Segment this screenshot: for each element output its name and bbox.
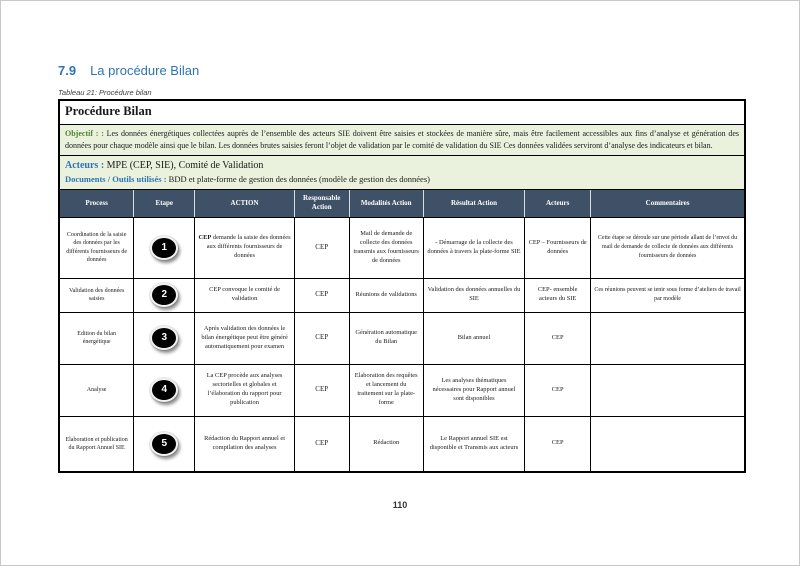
action-cell [195,416,294,472]
objectif-label: Objectif : : [65,128,104,138]
column-header-resultat: Résultat Action [423,189,525,217]
column-header-etape: Etape [134,189,195,217]
modalites-cell: Génération automatique du Bilan [349,312,423,364]
step-badge: 1 [150,236,178,260]
action-cell [195,217,294,278]
column-header-action: ACTION [195,189,294,217]
table-title-row [59,100,745,124]
column-header-row [59,189,745,217]
section-title: La procédure Bilan [90,63,200,78]
process-cell: Elaboration et publication du Rapport Annuel SIE [59,416,134,472]
column-header-responsable: Responsable Action [294,189,349,217]
page-number: 110 [392,500,408,510]
action-cell [195,312,294,364]
commentaires-cell: Cette étape se déroule sur une période allant de l’envoi du mail de demande de collecte de données aux différents fournisseurs de données [591,217,745,278]
acteurs-label: Acteurs : [65,160,105,172]
action-text: demande la saisie des données aux différents fournisseurs de données [206,234,291,260]
acteurs-cell: CEP [525,416,591,472]
responsable-cell: CEP [294,416,349,472]
action-bold: CEP [198,234,212,242]
action-text: La CEP procède aux analyses sectorielles et globales et l’élaboration du rapport pour publication [206,372,283,407]
action-cell [195,278,294,312]
acteurs-cell: CEP – Fournisseurs de données [525,217,591,278]
acteurs-value: MPE (CEP, SIE), Comité de Validation [106,160,264,172]
commentaires-cell [591,416,745,472]
table-row [59,278,745,312]
etape-cell [134,217,195,278]
responsable-cell: CEP [294,217,349,278]
procedure-table [58,99,746,473]
acteurs-cell: CEP- ensemble acteurs du SIE [525,278,591,312]
action-text: Rédaction du Rapport annuel et compilation des analyses [204,434,286,451]
etape-cell [134,312,195,364]
resultat-cell: Bilan annuel [423,312,525,364]
etape-cell [134,364,195,416]
objectif-row [59,124,745,156]
procedure-title: Procédure Bilan [59,100,745,124]
page-content [58,63,746,473]
modalites-cell: Réunions de validations [349,278,423,312]
section-number: 7.9 [58,63,77,78]
modalites-cell: Mail de demande de collecte des données transmis aux fournisseurs de données [349,217,423,278]
step-badge: 3 [150,326,178,350]
commentaires-cell: Ces réunions peuvent se tenir sous forme d’ateliers de travail par modèle [591,278,745,312]
column-header-process: Process [59,189,134,217]
action-text: CEP convoque le comité de validation [209,286,280,303]
responsable-cell: CEP [294,364,349,416]
process-cell: Edition du bilan énergétique [59,312,134,364]
commentaires-cell [591,312,745,364]
acteurs-documents-row [59,156,745,189]
acteurs-cell: CEP [525,312,591,364]
process-cell: Analyse [59,364,134,416]
objectif-text: Les données énergétiques collectées auprès de l’ensemble des acteurs SIE doivent être saisies et stockées de manière sûre, mais être facilement accessibles aux fins d’analyse et génération des données pour chaque modèle ainsi que le bilan. Les données brutes saisies feront l’objet de validation par le comité de validation du SIE Ces données validées serviront d’analyse des indicateurs et bilan. [65,128,740,150]
table-row [59,364,745,416]
etape-cell [134,278,195,312]
resultat-cell: - Démarrage de la collecte des données à travers la plate-forme SIE [423,217,525,278]
acteurs-documents-cell [59,156,745,189]
responsable-cell: CEP [294,278,349,312]
process-cell: Validation des données saisies [59,278,134,312]
resultat-cell: Le Rapport annuel SIE est disponible et Transmis aux acteurs [423,416,525,472]
table-row [59,217,745,278]
acteurs-cell: CEP [525,364,591,416]
section-heading [58,63,746,78]
etape-cell [134,416,195,472]
step-badge: 2 [150,283,178,307]
action-text: Après validation des données le bilan énergétique peut être généré automatiquement pour examen [201,324,288,350]
column-header-modalites: Modalités Action [349,189,423,217]
action-cell [195,364,294,416]
objectif-cell [59,124,745,156]
commentaires-cell [591,364,745,416]
table-row [59,312,745,364]
column-header-acteurs: Acteurs [525,189,591,217]
documents-label: Documents / Outils utilisés : [65,173,167,184]
modalites-cell: Rédaction [349,416,423,472]
resultat-cell: Validation des données annuelles du SIE [423,278,525,312]
responsable-cell: CEP [294,312,349,364]
modalites-cell: Elaboration des requêtes et lancement du traitement sur la plate-forme [349,364,423,416]
documents-line [65,174,739,186]
step-badge: 4 [150,378,178,402]
table-row [59,416,745,472]
process-cell: Coordination de la saisie des données par les différents fournisseurs de données [59,217,134,278]
table-caption: Tableau 21: Procédure bilan [58,88,152,97]
step-badge: 5 [150,432,178,456]
acteurs-line [65,159,739,173]
resultat-cell: Les analyses thématiques nécessaires pour Rapport annuel sont disponibles [423,364,525,416]
column-header-commentaires: Commentaires [591,189,745,217]
documents-value: BDD et plate-forme de gestion des données (modèle de gestion des données) [168,173,430,184]
